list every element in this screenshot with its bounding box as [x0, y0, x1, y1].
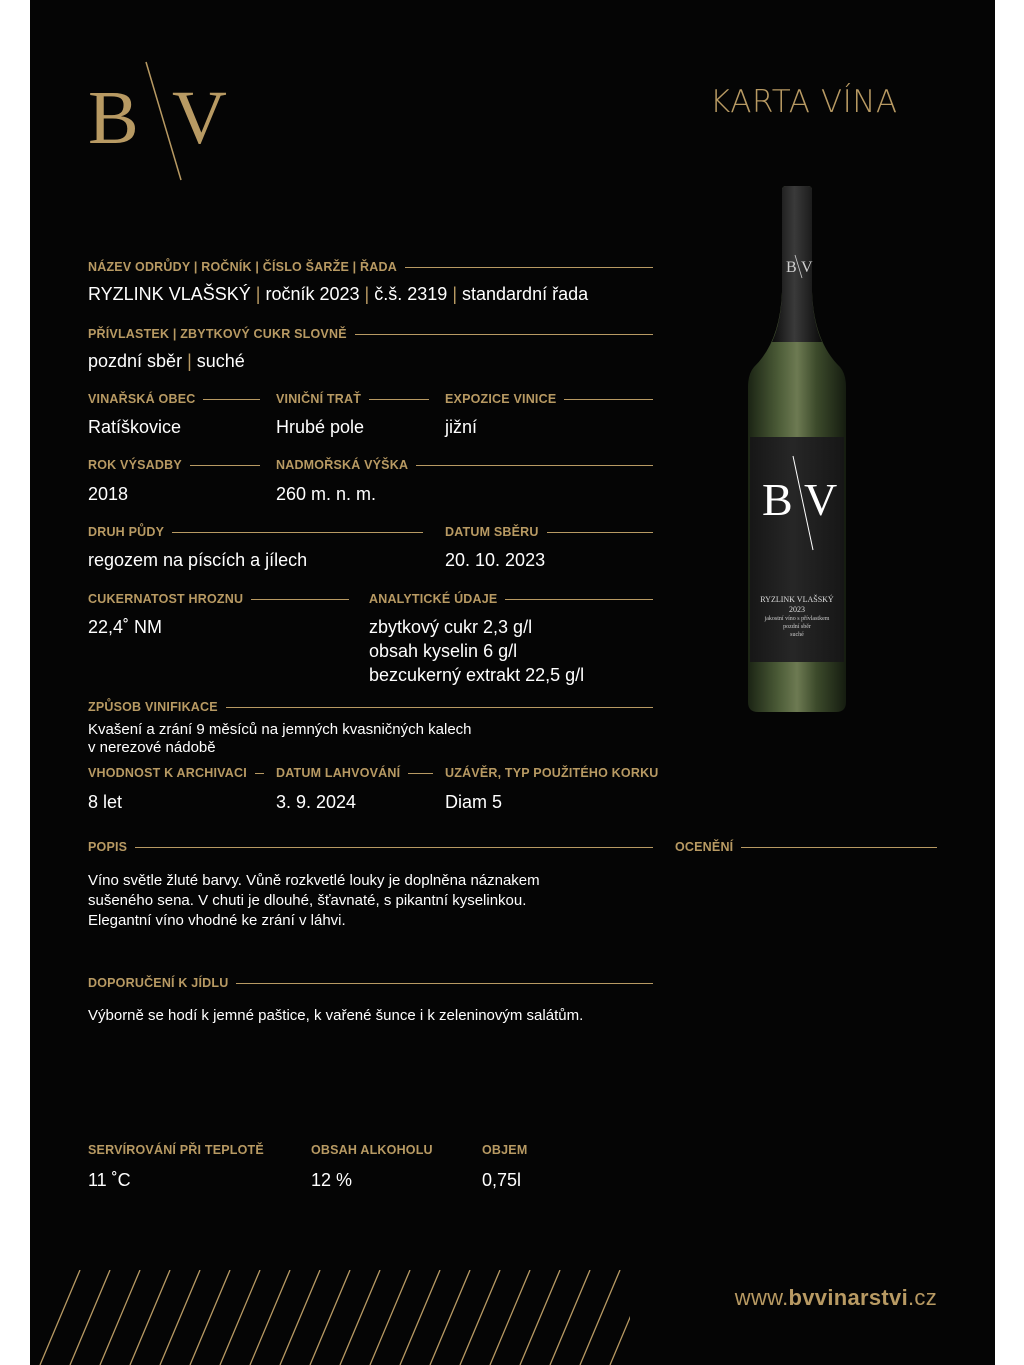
- stripe-line: [370, 1270, 410, 1365]
- sugar-value: 22,4˚ NM: [88, 617, 163, 637]
- page-title: KARTA VÍNA: [710, 84, 898, 120]
- alcohol-value: 12 %: [311, 1170, 353, 1190]
- description-label: POPIS: [88, 840, 653, 854]
- harvest-label: DATUM SBĚRU: [445, 525, 653, 539]
- capsule-letter-v: V: [801, 259, 813, 276]
- volume-value: 0,75l: [482, 1170, 522, 1190]
- vinification-line-1: Kvašení a zrání 9 měsíců na jemných kvasničných kalech: [88, 721, 472, 738]
- stripe-line: [400, 1270, 440, 1365]
- temp-value: 11 ˚C: [88, 1170, 131, 1190]
- bv-logo: [88, 60, 238, 185]
- food-label: DOPORUČENÍ K JÍDLU: [88, 976, 653, 990]
- vineyard-label: VINIČNÍ TRAŤ: [276, 392, 429, 406]
- exposure-label: EXPOZICE VINICE: [445, 392, 653, 406]
- website-link[interactable]: www.bvvinarstvi.cz: [734, 1285, 937, 1310]
- closure-label: UZÁVĚR, TYP POUŽITÉHO KORKU: [445, 766, 659, 780]
- temp-label: SERVÍROVÁNÍ PŘI TEPLOTĚ: [88, 1143, 264, 1157]
- stripe-line: [460, 1270, 500, 1365]
- altitude-label: NADMOŘSKÁ VÝŠKA: [276, 458, 653, 472]
- label-letter-b: B: [762, 474, 793, 525]
- stripe-line: [580, 1270, 620, 1365]
- stripe-line: [190, 1270, 230, 1365]
- stripe-line: [70, 1270, 110, 1365]
- volume-label: OBJEM: [482, 1143, 528, 1157]
- awards-label: OCENĚNÍ: [675, 840, 937, 854]
- village-value: Ratíškovice: [88, 417, 182, 437]
- vinification-label: ZPŮSOB VINIFIKACE: [88, 700, 653, 714]
- bottling-value: 3. 9. 2024: [276, 792, 357, 812]
- stripe-line: [310, 1270, 350, 1365]
- label-year: 2023: [789, 605, 805, 614]
- stripe-line: [280, 1270, 320, 1365]
- stripe-line: [550, 1270, 590, 1365]
- bottling-label: DATUM LAHVOVÁNÍ: [276, 766, 433, 780]
- logo-letter-b: B: [88, 76, 139, 160]
- wine-bottle-image: [742, 182, 852, 717]
- stripe-line: [130, 1270, 170, 1365]
- stripe-line: [100, 1270, 140, 1365]
- closure-value: Diam 5: [445, 792, 503, 812]
- variety-header: NÁZEV ODRŮDY | ROČNÍK | ČÍSLO ŠARŽE | ŘADA: [88, 260, 653, 274]
- stripe-line: [490, 1270, 530, 1365]
- wine-card-page: [30, 0, 995, 1365]
- village-label: VINAŘSKÁ OBEC: [88, 392, 260, 406]
- stripe-line: [220, 1270, 260, 1365]
- analytics-label: ANALYTICKÉ ÚDAJE: [369, 592, 653, 606]
- stripe-line: [520, 1270, 560, 1365]
- label-wine-name: RYZLINK VLAŠSKÝ: [760, 595, 834, 604]
- stripe-line: [610, 1270, 630, 1365]
- alcohol-label: OBSAH ALKOHOLU: [311, 1143, 433, 1157]
- variety-value: RYZLINK VLAŠSKÝ | ročník 2023 | č.š. 2319 | standardní řada: [88, 284, 589, 304]
- stripe-line: [430, 1270, 470, 1365]
- capsule-letter-b: B: [786, 259, 797, 276]
- analytics-line-1: zbytkový cukr 2,3 g/l: [369, 617, 533, 637]
- exposure-value: jižní: [445, 417, 478, 437]
- food-value: Výborně se hodí k jemné paštice, k vařené šunce i k zeleninovým salátům.: [88, 1007, 584, 1024]
- attribute-header: PŘÍVLASTEK | ZBYTKOVÝ CUKR SLOVNĚ: [88, 327, 653, 341]
- archive-label: VHODNOST K ARCHIVACI: [88, 766, 264, 780]
- description-line-1: Víno světle žluté barvy. Vůně rozkvetlé louky je doplněna náznakem: [88, 872, 540, 889]
- soil-value: regozem na píscích a jílech: [88, 550, 308, 570]
- vinification-line-2: v nerezové nádobě: [88, 739, 216, 756]
- description-line-2: sušeného sena. V chuti je dlouhé, šťavnaté, s pikantní kyselinkou.: [88, 892, 527, 909]
- label-line-3: suché: [790, 632, 804, 638]
- attribute-value: pozdní sběr | suché: [88, 351, 245, 371]
- vineyard-value: Hrubé pole: [276, 417, 365, 437]
- stripe-line: [40, 1270, 80, 1365]
- stripe-line: [340, 1270, 380, 1365]
- description-line-3: Elegantní víno vhodné ke zrání v láhvi.: [88, 912, 346, 929]
- label-line-1: jakostní víno s přívlastkem: [764, 616, 830, 622]
- soil-label: DRUH PŮDY: [88, 525, 423, 539]
- sugar-label: CUKERNATOST HROZNU: [88, 592, 349, 606]
- planting-value: 2018: [88, 484, 129, 504]
- stripe-line: [250, 1270, 290, 1365]
- logo-letter-v: V: [172, 76, 227, 160]
- altitude-value: 260 m. n. m.: [276, 484, 377, 504]
- analytics-line-2: obsah kyselin 6 g/l: [369, 641, 518, 661]
- label-letter-v: V: [804, 474, 838, 525]
- label-line-2: pozdní sběr: [783, 624, 811, 630]
- stripe-line: [160, 1270, 200, 1365]
- analytics-line-3: bezcukerný extrakt 22,5 g/l: [369, 665, 585, 685]
- archive-value: 8 let: [88, 792, 123, 812]
- decorative-stripes: [30, 1270, 630, 1365]
- planting-label: ROK VÝSADBY: [88, 458, 260, 472]
- harvest-value: 20. 10. 2023: [445, 550, 546, 570]
